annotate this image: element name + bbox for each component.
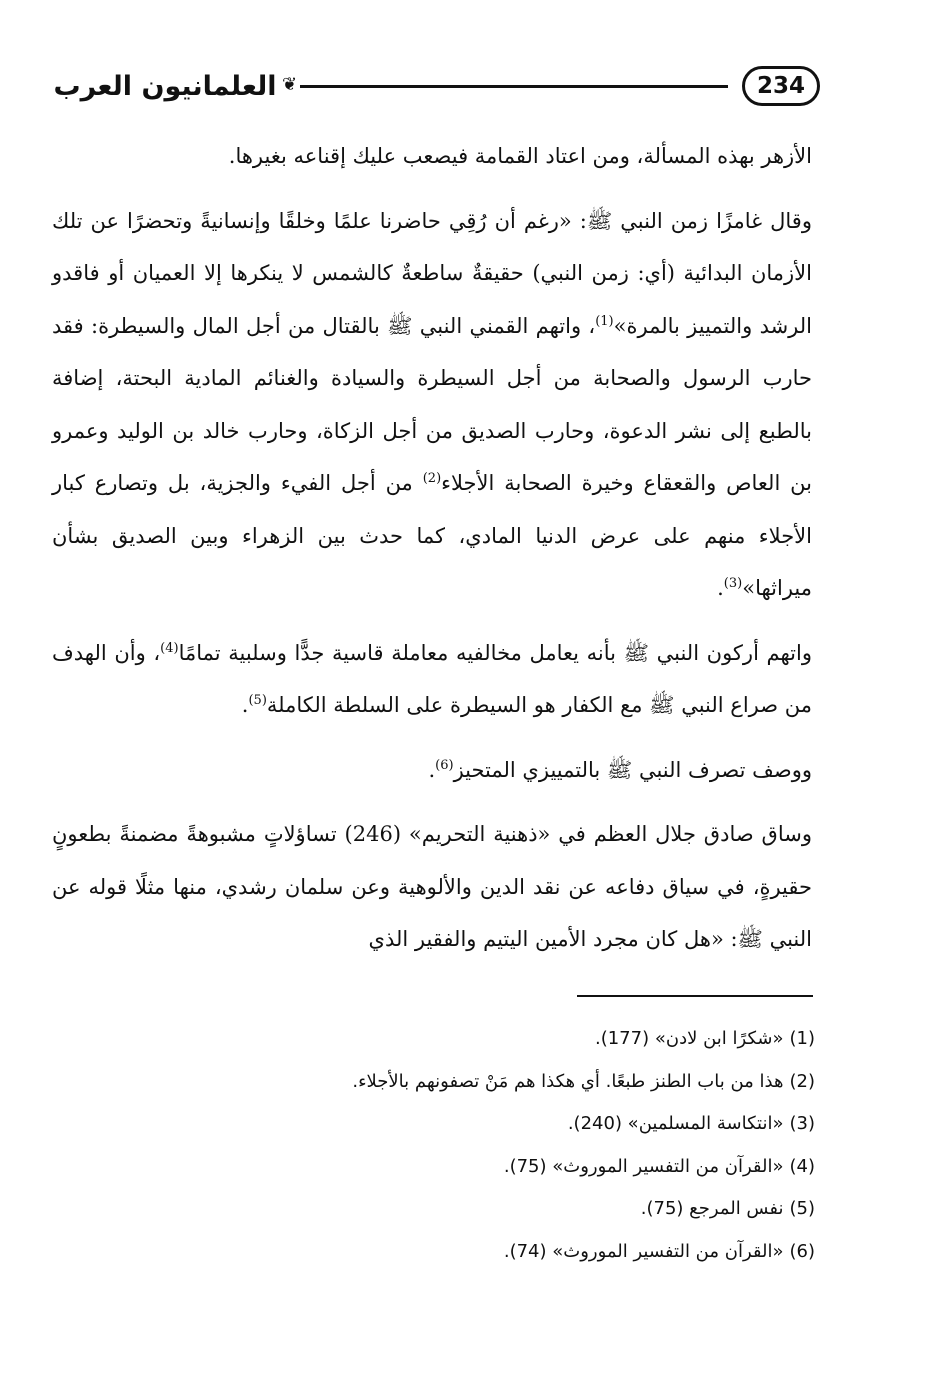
paragraph-text: . <box>241 693 249 717</box>
paragraph-text: وساق صادق جلال العظم في «ذهنية التحريم» (246) تساؤلاتٍ مشبوهةً مضمنةً بطعونٍ حقيرةٍ، في سياق دفاعه عن نقد الدين والألوهية وعن سلمان رشدي، منها مثلًا قوله عن النبي ﷺ: «هل كان مجرد الأمين اليتيم والفقير الذي <box>52 822 812 951</box>
footnote-ref[interactable]: (1) <box>595 313 614 329</box>
paragraph <box>52 130 812 183</box>
footnote-text: «القرآن من التفسير الموروث» (75). <box>503 1155 784 1177</box>
ornament-icon: ❦ <box>282 74 298 95</box>
paragraph-text: وقال غامزًا زمن النبي ﷺ: «رغم أن رُقِي حاضرنا علمًا وخلقًا وإنسانيةً وتحضرًا عن تلك الأزمان البدائية (أي: زمن النبي) حقيقةٌ ساطعةٌ كالشمس لا ينكرها إلا العميان أو فاقدو الرشد والتمييز بالمرة» <box>52 208 813 338</box>
footnote-ref[interactable]: (4) <box>160 640 179 656</box>
footnote-divider <box>577 995 813 997</box>
paragraph-text: من أجل الفيء والجزية، بل وتصارع كبار الأجلاء منهم على عرض الدنيا المادي، كما حدث بين الزهراء وبين الصديق بشأن ميراثها» <box>52 471 812 600</box>
paragraph-text: ، وأن الهدف من صراع النبي ﷺ مع الكفار هو السيطرة على السلطة الكاملة <box>52 640 812 717</box>
paragraph-text: ، واتهم القمني النبي ﷺ بالقتال من أجل المال والسيطرة: فقد حارب الرسول والصحابة من أجل السيطرة والسيادة والغنائم المادية البحتة، إضافة بالطبع إلى نشر الدعوة، وحارب الصديق من أجل الزكاة، وحارب خالد بن الوليد وعمرو بن العاص والقعقاع وخيرة الصحابة الأجلاء <box>52 313 812 495</box>
paragraph-text: ووصف تصرف النبي ﷺ بالتمييزي المتحيز <box>453 757 812 782</box>
footnote-number: (5) <box>789 1198 815 1219</box>
footnote <box>115 1103 815 1146</box>
paragraph <box>52 627 812 732</box>
footnote-number: (1) <box>789 1028 815 1049</box>
header-divider <box>300 85 728 88</box>
footnote-ref[interactable]: (6) <box>435 757 454 773</box>
footnotes <box>115 1018 815 1273</box>
footnote-number: (6) <box>789 1240 815 1262</box>
footnote-text: نفس المرجع (75). <box>640 1198 784 1219</box>
paragraph-text: واتهم أركون النبي ﷺ بأنه يعامل مخالفيه معاملة قاسية جدًّا وسلبية تمامًا <box>178 640 812 665</box>
book-title: العلمانيون العرب <box>53 70 277 102</box>
footnote <box>115 1061 815 1104</box>
paragraph <box>52 744 812 797</box>
page-number: 234 <box>742 66 820 106</box>
footnote-text: «شكرًا ابن لادن» (177). <box>594 1028 784 1049</box>
footnote-number: (2) <box>789 1070 815 1092</box>
paragraph-text: . <box>428 757 436 782</box>
footnote-number: (3) <box>789 1113 815 1134</box>
main-text <box>52 130 812 966</box>
paragraph-text: الأزهر بهذه المسألة، ومن اعتاد القمامة فيصعب عليك إقناعه بغيرها. <box>228 144 812 168</box>
footnote-text: هذا من باب الطنز طبعًا. أي هكذا هم مَنْ تصفونهم بالأجلاء. <box>352 1070 784 1092</box>
footnote-ref[interactable]: (5) <box>248 693 267 708</box>
footnote-ref[interactable]: (3) <box>723 576 743 591</box>
footnote-number: (4) <box>789 1155 815 1177</box>
footnote <box>115 1231 815 1274</box>
footnote-ref[interactable]: (2) <box>422 471 442 486</box>
footnote-text: «القرآن من التفسير الموروث» (74). <box>503 1240 784 1262</box>
footnote <box>115 1188 815 1231</box>
paragraph-text: . <box>717 576 724 600</box>
page-header <box>50 58 820 118</box>
footnote <box>115 1018 815 1061</box>
paragraph <box>52 195 812 615</box>
paragraph <box>52 808 812 966</box>
footnote-text: «انتكاسة المسلمين» (240). <box>567 1113 784 1134</box>
footnote <box>115 1146 815 1189</box>
